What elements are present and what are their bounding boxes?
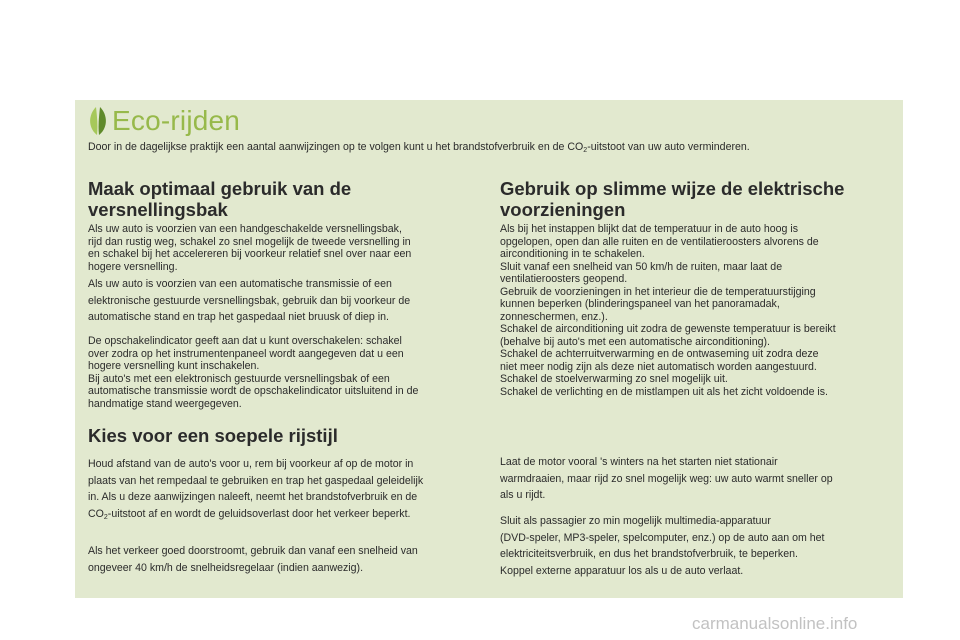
page-title: Eco-rijden — [112, 105, 241, 136]
paragraph-automatic-gearbox: Als uw auto is voorzien van een automatische transmissie of een elektronische gestuurde versnellingsbak, gebruik dan bij voorkeur de automatische stand en trap het gaspedaal niet bruusk of diep in. — [88, 278, 411, 323]
paragraph-engine-warmup: Laat de motor vooral 's winters na het starten niet stationair warmdraaien, maar rijd zo snel mogelijk weg: uw auto warmt sneller op als u rijdt. — [500, 456, 833, 501]
paragraph-electric-tips: Als bij het instappen blijkt dat de temperatuur in de auto hoog is opgelopen, open dan alle ruiten en de ventilatieroosters alvorens de airconditioning in te schakelen. Sluit vanaf een snelheid van 50 km/h de ruiten, maar laat de ventilatieroosters geopend. Gebruik de voorzieningen in het interieur die de temperatuurstijging kunnen beperken (blinderingspaneel van het panoramadak, zonneschermen, enz.). Schakel de airconditioning uit zodra de gewenste temperatuur is bereikt (behalve bij auto's met een automatische airconditioning). Schakel de achterruitverwarming en de ontwaseming uit zodra deze niet meer nodig zijn als deze niet automatisch worden aangestuurd. Schakel de stoelverwarming zo snel mogelijk uit. Schakel de verlichting en de mistlampen uit als het zicht voldoende is. — [500, 223, 836, 398]
paragraph-manual-gearbox: Als uw auto is voorzien van een handgeschakelde versnellingsbak, rijd dan rustig weg, schakel zo snel mogelijk de tweede versnelling in en schakel bij het accelereren bij voorkeur relatief snel over naar een hogere versnelling. — [88, 223, 412, 273]
heading-electric: Gebruik op slimme wijze de elektrische voorzieningen — [500, 178, 845, 220]
paragraph-shift-indicator: De opschakelindicator geeft aan dat u kunt overschakelen: schakel over zodra op het instrumentenpaneel wordt aangegeven dat u een hogere versnelling kunt inschakelen. Bij auto's met een elektronisch gestuurde versnellingsbak of een automatische transmissie wordt de opschakelindicator uitsluitend in de handmatige stand weergegeven. — [88, 335, 419, 410]
heading-driving-style: Kies voor een soepele rijstijl — [88, 425, 338, 446]
paragraph-smooth-driving: Houd afstand van de auto's voor u, rem bij voorkeur af op de motor in plaats van het rempedaal te gebruiken en trap het gaspedaal geleidelijk in. Als u deze aanwijzingen naleeft, neemt het brandstofverbruik en de CO2-uitstoot af en wordt de geluidsoverlast door het verkeer beperkt. — [88, 458, 424, 521]
heading-gearbox: Maak optimaal gebruik van de versnellingsbak — [88, 178, 352, 220]
paragraph-cruise-control: Als het verkeer goed doorstroomt, gebruik dan vanaf een snelheid van ongeveer 40 km/h de snelheidsregelaar (indien aanwezig). — [88, 545, 418, 574]
paragraph-multimedia: Sluit als passagier zo min mogelijk multimedia-apparatuur (DVD-speler, MP3-speler, spelcomputer, enz.) op de auto aan om het elektriciteitsverbruik, en dus het brandstofverbruik, te beperken. Koppel externe apparatuur los als u de auto verlaat. — [500, 515, 825, 577]
leaf-icon — [87, 106, 109, 136]
intro-text: Door in de dagelijkse praktijk een aantal aanwijzingen op te volgen kunt u het brandstofverbruik en de $CO_2$-uitstoot van uw auto verminderen. — [88, 141, 750, 154]
watermark-text: carmanualsonline.info — [692, 614, 858, 633]
